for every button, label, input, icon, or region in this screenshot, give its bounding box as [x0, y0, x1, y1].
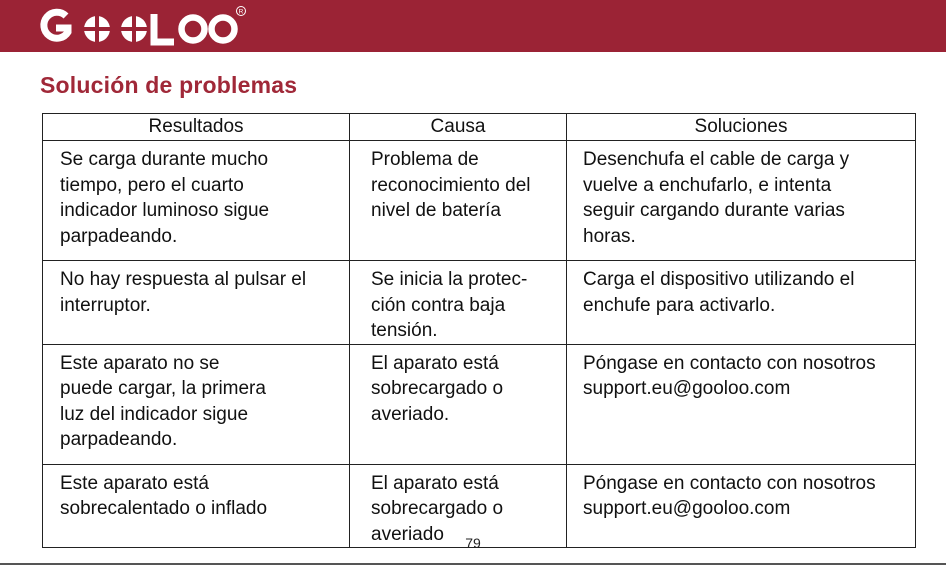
- result-cell: No hay respuesta al pulsar el interruptor.: [43, 261, 350, 345]
- cause-cell: El aparato está sobrecargado o averiado: [350, 464, 567, 548]
- table-header-row: [43, 114, 916, 141]
- gooloo-logo: [38, 4, 248, 48]
- table-row: [43, 344, 916, 464]
- brand-header-bar: [0, 0, 946, 52]
- solution-cell: Póngase en contacto con nosotros support.eu@gooloo.com: [567, 344, 916, 464]
- troubleshooting-table: [42, 113, 916, 548]
- solution-cell: Póngase en contacto con nosotros support.eu@gooloo.com: [567, 464, 916, 548]
- solution-cell: Desenchufa el cable de carga y vuelve a enchufarlo, e intenta seguir cargando durante varias horas.: [567, 141, 916, 261]
- registered-mark: R: [238, 8, 244, 16]
- result-cell: Se carga durante mucho tiempo, pero el cuarto indicador luminoso sigue parpadeando.: [43, 141, 350, 261]
- page-number: 79: [465, 535, 481, 551]
- column-header-cause: Causa: [350, 114, 567, 141]
- table-row: [43, 141, 916, 261]
- cause-cell: Se inicia la protec- ción contra baja tensión.: [350, 261, 567, 345]
- solution-cell: Carga el dispositivo utilizando el enchufe para activarlo.: [567, 261, 916, 345]
- column-header-solutions: Soluciones: [567, 114, 916, 141]
- column-header-results: Resultados: [43, 114, 350, 141]
- table-row: [43, 261, 916, 345]
- cause-cell: Problema de reconocimiento del nivel de batería: [350, 141, 567, 261]
- footer-divider: [0, 563, 946, 565]
- result-cell: Este aparato está sobrecalentado o inflado: [43, 464, 350, 548]
- section-title: Solución de problemas: [40, 72, 298, 98]
- cause-cell: El aparato está sobrecargado o averiado.: [350, 344, 567, 464]
- result-cell: Este aparato no se puede cargar, la primera luz del indicador sigue parpadeando.: [43, 344, 350, 464]
